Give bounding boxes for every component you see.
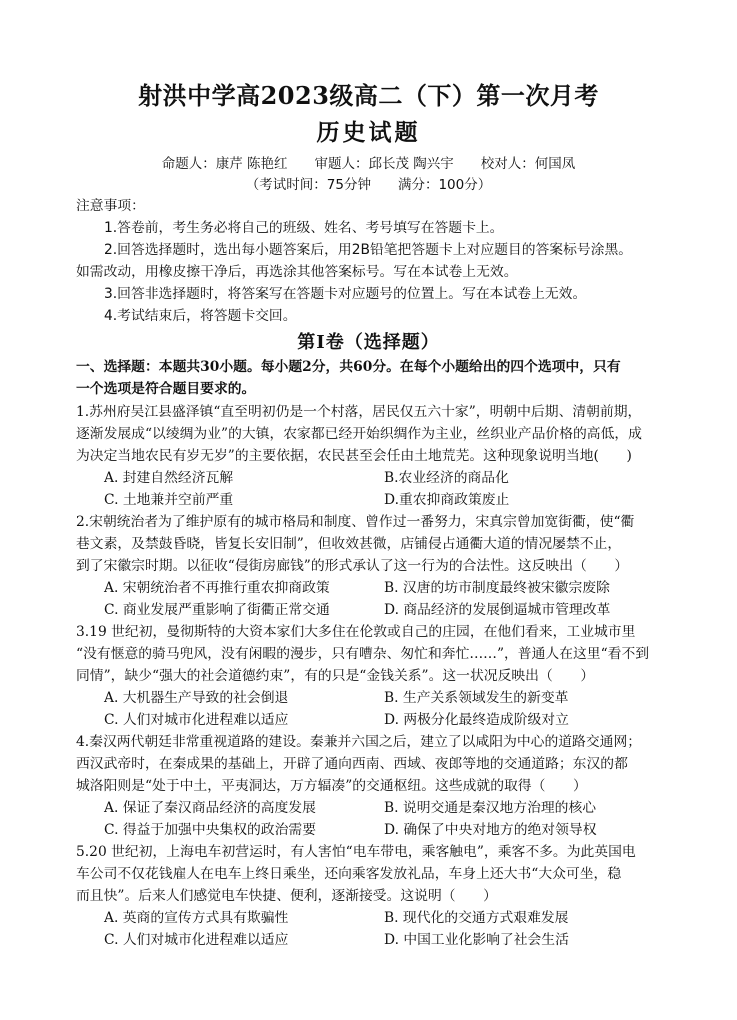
option-b: B.农业经济的商品化: [384, 470, 509, 486]
question-text: 到了宋徽宗时期。以征收“侵街房廊钱”的形式承认了这一行为的合法性。这反映出（ ）: [76, 558, 629, 574]
option-a: A. 大机器生产导致的社会倒退: [104, 690, 289, 706]
option-a: A. 宋朝统治者不再推行重农抑商政策: [104, 580, 330, 596]
question-text: 4.秦汉两代朝廷非常重视道路的建设。秦兼并六国之后，建立了以咸阳为中心的道路交通网；: [76, 734, 642, 750]
option-c: C. 人们对城市化进程难以适应: [104, 932, 289, 948]
notice-item: 3.回答非选择题时，将答案写在答题卡对应题号的位置上。写在本试卷上无效。: [104, 286, 587, 302]
notice-item: 如需改动，用橡皮擦干净后，再选涂其他答案标号。写在本试卷上无效。: [76, 264, 518, 280]
exam-title: 射洪中学高2023级高二（下）第一次月考: [138, 81, 599, 110]
option-a: A. 保证了秦汉商品经济的高度发展: [104, 800, 316, 816]
question-text: 逐渐发展成“以绫绸为业”的大镇，农家都已经开始织绸作为主业，丝织业产品价格的高低，成: [76, 426, 642, 442]
option-d: D. 商品经济的发展倒逼城市管理改革: [384, 602, 611, 618]
notice-item: 2.回答选择题时，选出每小题答案后，用2B铅笔把答题卡上对应题目的答案标号涂黑。: [104, 242, 633, 258]
exam-info: （考试时间：75分钟 满分：100分）: [245, 177, 492, 193]
question-text: “没有惬意的骑马兜风，没有闲暇的漫步，只有嘈杂、匆忙和奔忙……”，普通人在这里“看不到: [76, 646, 650, 662]
notice-heading: 注意事项：: [76, 198, 145, 214]
option-c: C. 土地兼并空前严重: [104, 492, 234, 508]
section-title: 第I卷（选择题）: [297, 332, 440, 353]
question-text: 2.宋朝统治者为了维护原有的城市格局和制度、曾作过一番努力，宋真宗曾加宽街衢，使“衢: [76, 514, 635, 530]
question-text: 为决定当地农民有岁无岁”的主要依据，农民甚至会任由土地荒芜。这种现象说明当地( ): [76, 448, 632, 464]
section-instruction: 一个选项是符合题目要求的。: [76, 381, 256, 397]
notice-item: 1.答卷前，考生务必将自己的班级、姓名、考号填写在答题卡上。: [104, 220, 504, 236]
question-text: 3.19 世纪初，曼彻斯特的大资本家们大多住在伦敦或自己的庄园，在他们看来，工业城市里: [76, 624, 636, 640]
question-text: 5.20 世纪初，上海电车初营运时，有人害怕“电车带电，乘客触电”，乘客不多。为此英国电: [76, 844, 636, 860]
option-d: D. 两极分化最终造成阶级对立: [384, 712, 569, 728]
option-a: A. 英商的宣传方式具有欺骗性: [104, 910, 289, 926]
exam-subject: 历史试题: [316, 119, 421, 146]
question-text: 城洛阳则是“处于中土，平夷洞达，万方辐凑”的交通枢纽。这些成就的取得（ ）: [76, 778, 587, 794]
question-text: 西汉武帝时，在秦成果的基础上，开辟了通向西南、西域、夜郎等地的交通道路；东汉的都: [76, 756, 628, 772]
option-a: A. 封建自然经济瓦解: [104, 470, 234, 486]
question-text: 巷文素，及禁鼓昏晓，皆复长安旧制”，但收效甚微，店铺侵占通衢大道的情况屡禁不止，: [76, 536, 622, 552]
question-text: 同情”，缺少“强大的社会道德约束”，有的只是“金钱关系”。这一状况反映出（ ）: [76, 668, 595, 684]
notice-item: 4.考试结束后，将答题卡交回。: [104, 308, 297, 324]
question-text: 1.苏州府吴江县盛泽镇“直至明初仍是一个村落，居民仅五六十家”，明朝中后期、清朝前期，: [76, 404, 642, 420]
section-instruction: 一、选择题：本题共30小题。每小题2分，共60分。在每个小题给出的四个选项中，只有: [76, 359, 621, 375]
option-c: C. 得益于加强中央集权的政治需要: [104, 822, 316, 838]
option-c: C. 人们对城市化进程难以适应: [104, 712, 289, 728]
option-b: B. 现代化的交通方式艰难发展: [384, 910, 569, 926]
question-text: 而且快”。后来人们感觉电车快捷、便利，逐渐接受。这说明（ ）: [76, 888, 497, 904]
option-b: B. 汉唐的坊市制度最终被宋徽宗废除: [384, 580, 610, 596]
option-b: B. 生产关系领域发生的新变革: [384, 690, 569, 706]
exam-authors: 命题人：康芹 陈艳红 审题人：邱长茂 陶兴宇 校对人：何国凤: [161, 156, 576, 172]
option-d: D.重农抑商政策废止: [384, 492, 510, 508]
option-d: D. 中国工业化影响了社会生活: [384, 932, 569, 948]
option-d: D. 确保了中央对地方的绝对领导权: [384, 822, 597, 838]
option-c: C. 商业发展严重影响了街衢正常交通: [104, 602, 330, 618]
option-b: B. 说明交通是秦汉地方治理的核心: [384, 800, 597, 816]
question-text: 车公司不仅花钱雇人在电车上终日乘坐，还向乘客发放礼品，车身上还大书“大众可坐，稳: [76, 866, 622, 882]
